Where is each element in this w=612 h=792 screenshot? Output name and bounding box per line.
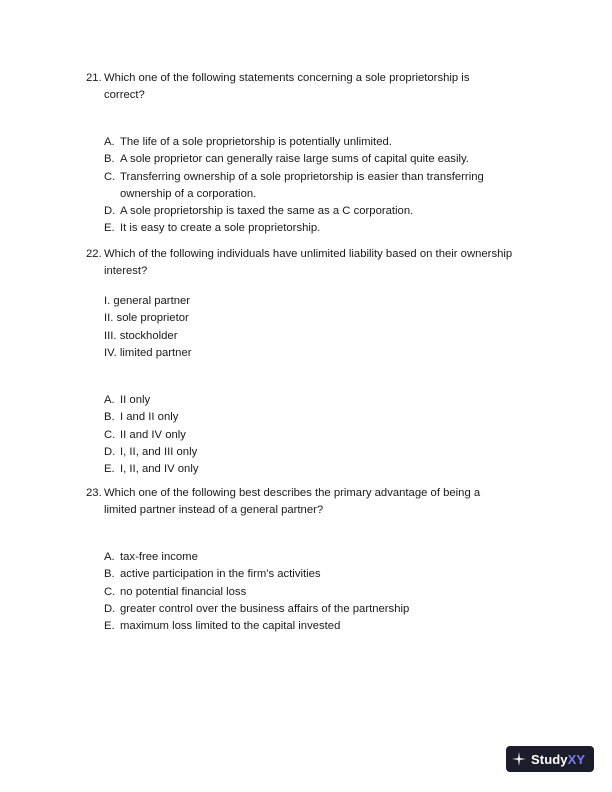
choice-text: ownership of a corporation. xyxy=(120,187,257,200)
question-23 xyxy=(86,485,556,635)
choice-letter: B. xyxy=(104,411,115,424)
choice-text: active participation in the firm's activities xyxy=(120,568,321,581)
roman-numeral-list xyxy=(104,293,556,362)
choice-letter: E. xyxy=(104,222,115,235)
brand-part-study: Study xyxy=(531,751,568,767)
answer-choices xyxy=(104,549,556,635)
answer-choice-b xyxy=(104,409,556,426)
answer-choice-a xyxy=(104,392,556,409)
answer-choices xyxy=(104,134,556,238)
choice-letter: D. xyxy=(104,205,116,218)
brand-part-xy: XY xyxy=(567,751,586,767)
question-stem xyxy=(86,70,556,104)
choice-letter: D. xyxy=(104,602,116,615)
question-text-line: limited partner instead of a general partner? xyxy=(104,504,324,516)
question-text-line: Which one of the following statements concerning a sole proprietorship is xyxy=(104,72,470,84)
choice-text: A sole proprietor can generally raise large sums of capital quite easily. xyxy=(120,153,469,166)
answer-choice-a xyxy=(104,134,556,151)
answer-choices xyxy=(104,392,556,478)
choice-text: Transferring ownership of a sole proprietorship is easier than transferring xyxy=(120,170,484,183)
choice-text: I and II only xyxy=(120,411,179,424)
question-text-line: interest? xyxy=(104,265,148,277)
answer-choice-a xyxy=(104,549,556,566)
question-text-line: Which one of the following best describes the primary advantage of being a xyxy=(104,487,481,499)
answer-choice-d xyxy=(104,203,556,220)
answer-choice-e xyxy=(104,618,556,635)
question-text-line: correct? xyxy=(104,89,145,101)
question-stem xyxy=(86,485,556,519)
choice-text: II and IV only xyxy=(120,428,186,441)
choice-letter: E. xyxy=(104,463,115,476)
list-item: III. stockholder xyxy=(104,329,178,342)
brand-name xyxy=(531,752,585,767)
question-22 xyxy=(86,246,556,479)
choice-letter: D. xyxy=(104,446,116,459)
choice-text: II only xyxy=(120,394,151,407)
choice-text: A sole proprietorship is taxed the same as a C corporation. xyxy=(120,205,414,218)
choice-letter: A. xyxy=(104,136,115,148)
question-number: 23. xyxy=(86,487,102,499)
choice-letter: C. xyxy=(104,585,116,598)
choice-text: The life of a sole proprietorship is potentially unlimited. xyxy=(120,136,392,148)
question-text-line: Which of the following individuals have unlimited liability based on their ownership xyxy=(104,248,513,260)
studyxy-badge[interactable] xyxy=(506,746,594,772)
answer-choice-c xyxy=(104,427,556,444)
choice-text: no potential financial loss xyxy=(120,585,247,598)
question-stem xyxy=(86,246,556,280)
choice-letter: C. xyxy=(104,170,116,183)
choice-text: greater control over the business affairs of the partnership xyxy=(120,602,410,615)
choice-text: I, II, and IV only xyxy=(120,463,199,476)
choice-letter: B. xyxy=(104,568,115,581)
choice-letter: A. xyxy=(104,551,115,563)
answer-choice-d xyxy=(104,601,556,618)
choice-text: tax-free income xyxy=(120,551,198,563)
answer-choice-e xyxy=(104,220,556,237)
choice-text: maximum loss limited to the capital invested xyxy=(120,620,341,633)
answer-choice-d xyxy=(104,444,556,461)
question-number: 22. xyxy=(86,248,102,260)
list-item: II. sole proprietor xyxy=(104,312,189,325)
list-item: I. general partner xyxy=(104,295,191,307)
answer-choice-c xyxy=(104,584,556,601)
list-item: IV. limited partner xyxy=(104,346,192,359)
choice-letter: A. xyxy=(104,394,115,407)
choice-text: I, II, and III only xyxy=(120,446,198,459)
answer-choice-c xyxy=(104,169,556,204)
answer-choice-b xyxy=(104,566,556,583)
answer-choice-e xyxy=(104,461,556,478)
choice-text: It is easy to create a sole proprietorship. xyxy=(120,222,321,235)
choice-letter: B. xyxy=(104,153,115,166)
question-number: 21. xyxy=(86,72,102,84)
question-21 xyxy=(86,70,556,238)
choice-letter: C. xyxy=(104,428,116,441)
answer-choice-b xyxy=(104,151,556,168)
choice-letter: E. xyxy=(104,620,115,633)
plus-sparkle-icon xyxy=(512,752,526,766)
